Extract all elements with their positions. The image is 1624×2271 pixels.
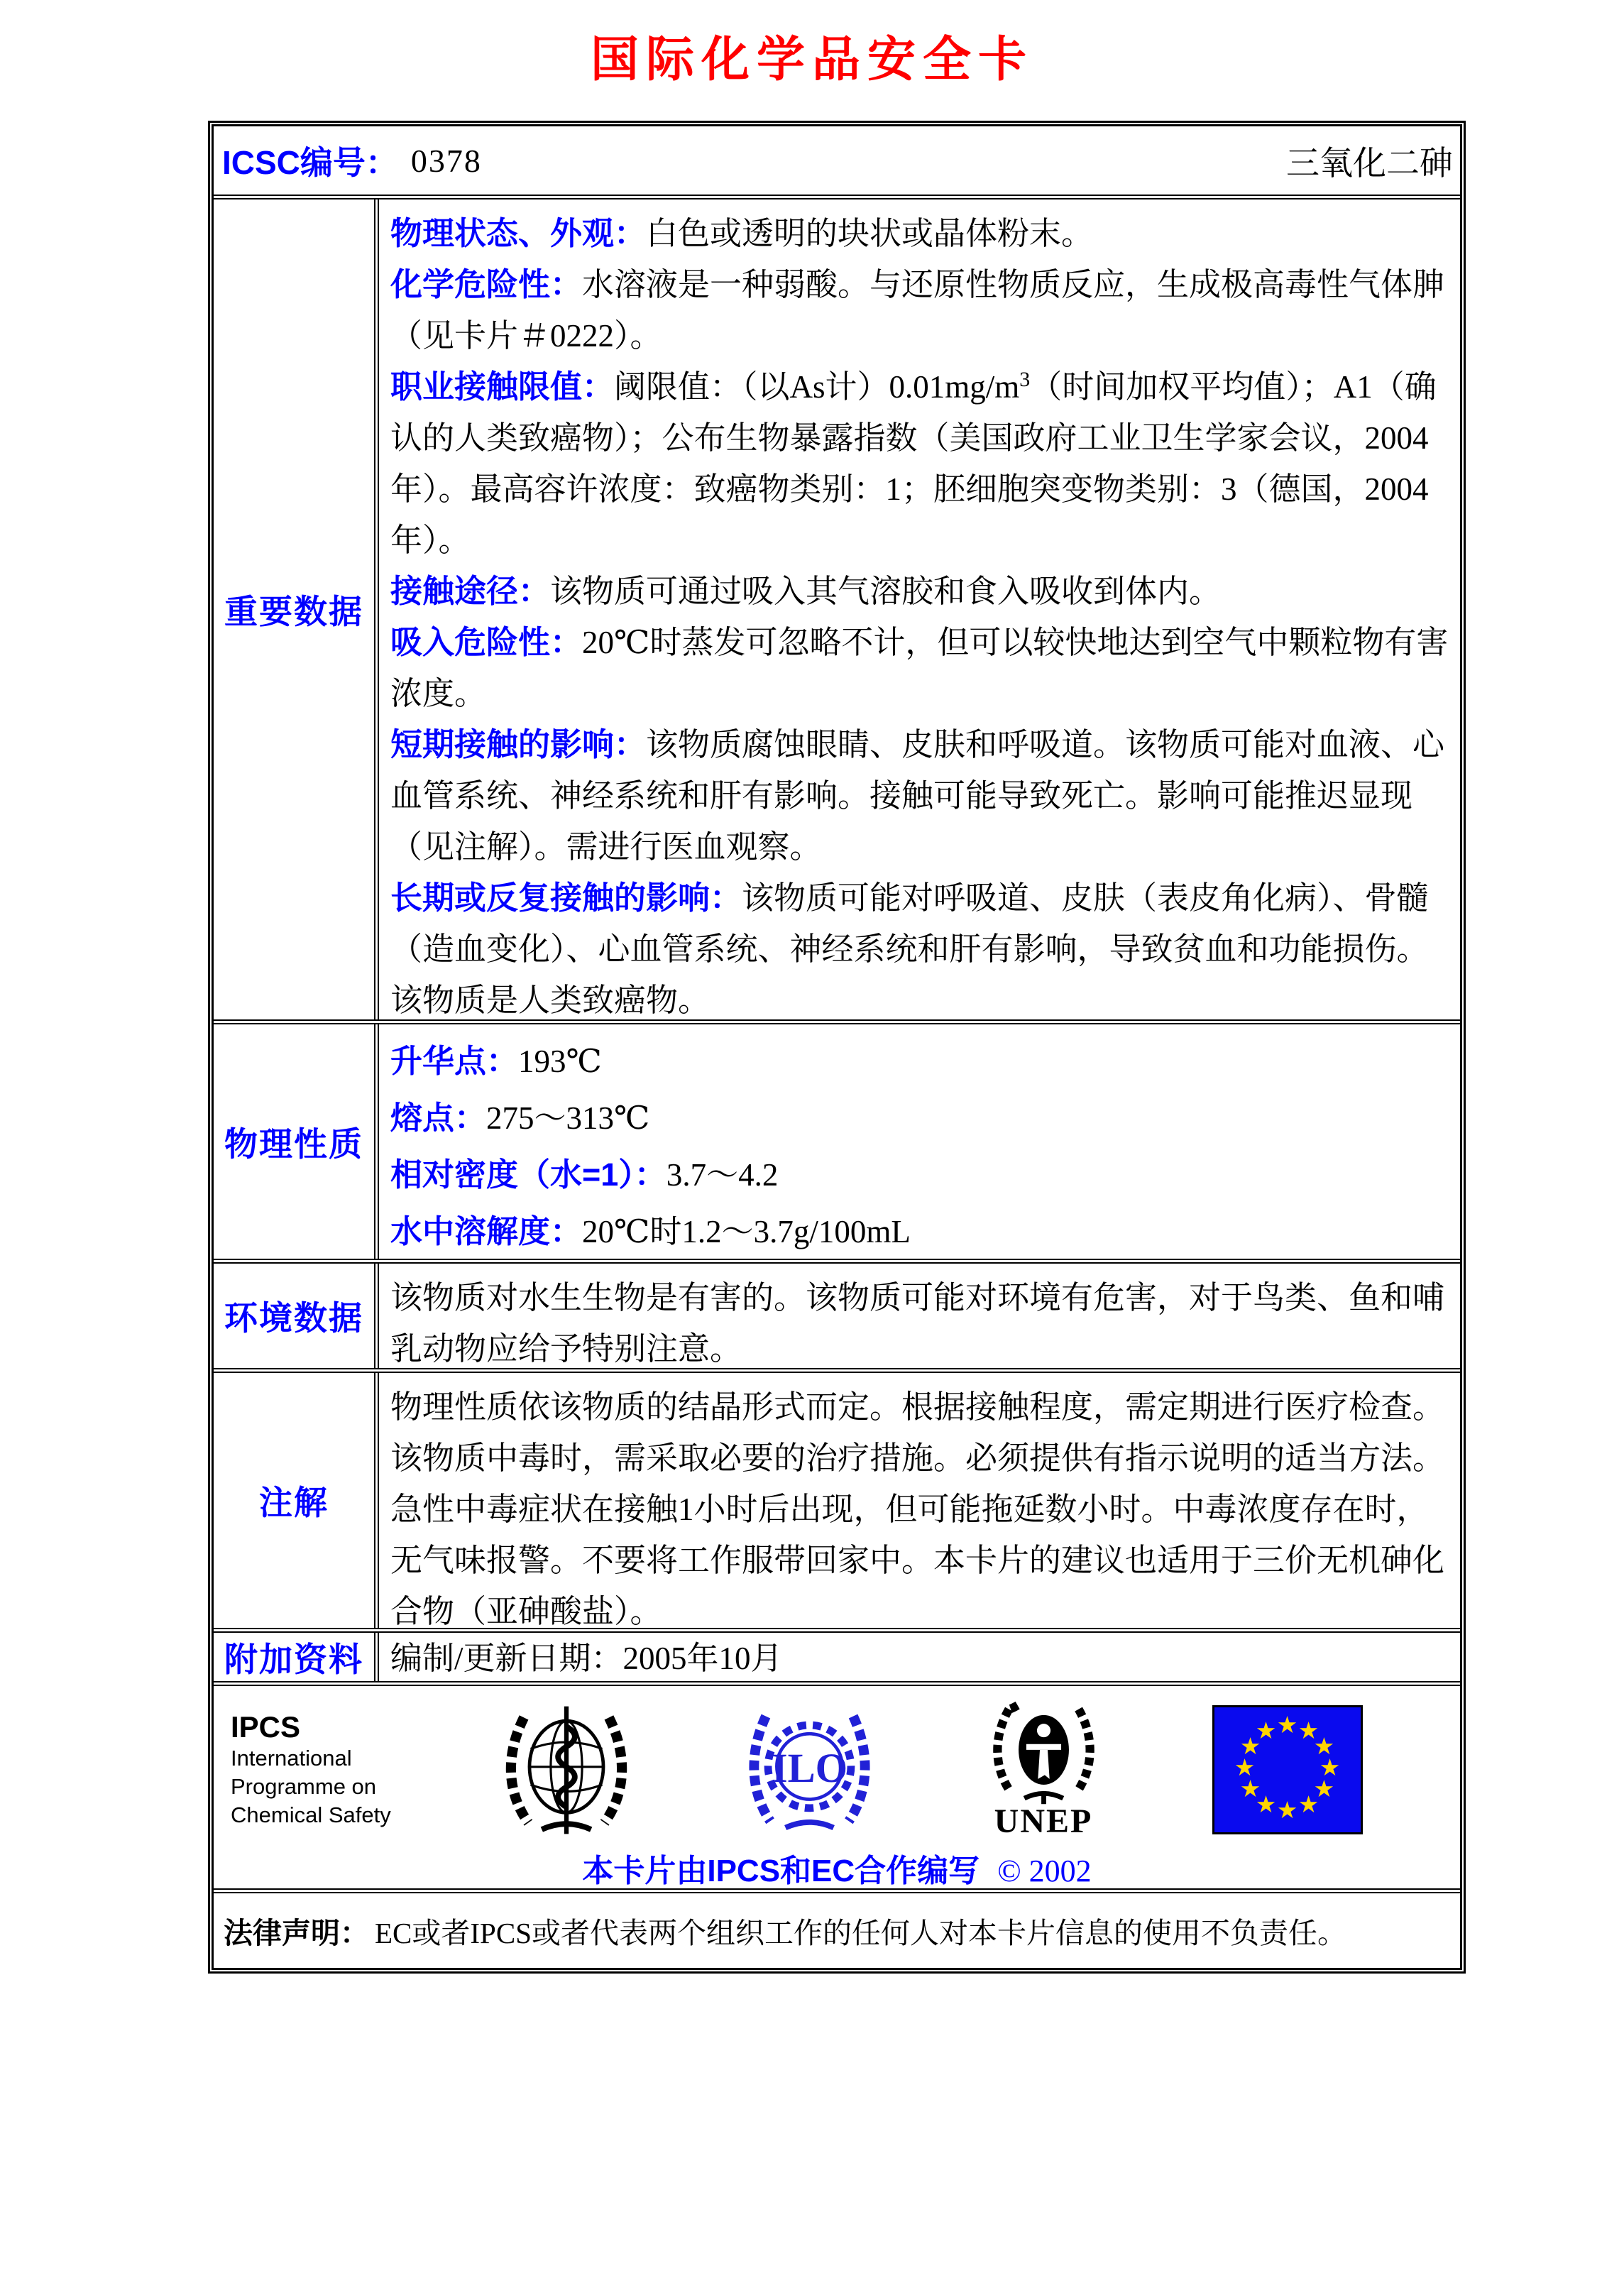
long-term-effects-item <box>390 872 1449 1019</box>
credit-text: 本卡片由IPCS和EC合作编写 <box>582 1854 980 1888</box>
melting-point-item <box>390 1090 1449 1147</box>
important-data-row <box>214 195 1460 1019</box>
water-solubility-item <box>390 1203 1449 1259</box>
environmental-data-label: 环境数据 <box>214 1264 379 1368</box>
ipcs-name: IPCS <box>231 1710 301 1744</box>
icsc-card-table <box>208 121 1466 1974</box>
physical-properties-label: 物理性质 <box>214 1024 379 1259</box>
short-term-effects-text: 该物质腐蚀眼睛、皮肤和呼吸道。该物质可能对血液、心血管系统、神经系统和肝有影响。接触可能导致死亡。影响可能推迟显现（见注解）。需进行医血观察。 <box>390 727 1445 865</box>
chemical-danger-term: 化学危险性： <box>390 266 583 302</box>
who-emblem <box>499 1697 634 1843</box>
legal-row <box>214 1888 1460 1968</box>
eu-star-icon: ★ <box>1276 1797 1298 1824</box>
icsc-number-label: ICSC编号： <box>222 144 398 181</box>
logos-strip <box>214 1686 1460 1841</box>
eu-flag-icon <box>1212 1705 1363 1834</box>
eu-star-icon: ★ <box>1255 1718 1277 1744</box>
eu-star-icon: ★ <box>1239 1734 1261 1760</box>
notes-content <box>379 1373 1460 1628</box>
inhalation-risk-item <box>390 617 1449 719</box>
exposure-route-item <box>390 566 1449 617</box>
copyright-text: © 2002 <box>997 1854 1092 1888</box>
physical-state-text: 白色或透明的块状或晶体粉末。 <box>646 216 1094 251</box>
unep-wordmark: UNEP <box>994 1802 1093 1840</box>
melting-point-term: 熔点： <box>390 1100 487 1136</box>
ilo-emblem <box>744 1699 875 1841</box>
ipcs-line-3: Chemical Safety <box>231 1802 391 1827</box>
additional-info-text: 编制/更新日期：2005年10月 <box>390 1641 783 1676</box>
chemical-name: 三氧化二砷 <box>1286 145 1453 182</box>
eu-star-icon: ★ <box>1234 1755 1256 1781</box>
unep-logo-icon <box>985 1700 1102 1841</box>
relative-density-item <box>390 1147 1449 1203</box>
eu-star-icon: ★ <box>1297 1792 1320 1818</box>
water-solubility-term: 水中溶解度： <box>390 1213 583 1249</box>
eu-star-icon: ★ <box>1319 1755 1341 1781</box>
credit-line <box>214 1845 1460 1888</box>
environmental-data-content <box>379 1264 1460 1368</box>
eu-star-icon: ★ <box>1255 1792 1277 1818</box>
ipcs-text-block <box>231 1710 444 1829</box>
important-data-label: 重要数据 <box>214 199 379 1019</box>
unep-emblem <box>985 1700 1102 1806</box>
additional-info-content <box>379 1633 1460 1681</box>
melting-point-value: 275～313℃ <box>486 1100 650 1136</box>
long-term-effects-term: 长期或反复接触的影响： <box>390 880 742 916</box>
eu-star-icon: ★ <box>1297 1718 1320 1744</box>
exposure-limit-item <box>390 361 1449 566</box>
logos-row <box>214 1681 1460 1888</box>
exposure-limit-term: 职业接触限值： <box>390 368 615 405</box>
exposure-limit-text2: （时间加权平均值）；A1（确认的人类致癌物）；公布生物暴露指数（美国政府工业卫生学家会议，2004年）。最高容许浓度：致癌物类别：1；胚细胞突变物类别：3（德国，2004年）。 <box>390 369 1437 558</box>
notes-label: 注解 <box>214 1373 379 1628</box>
additional-info-label: 附加资料 <box>214 1633 379 1681</box>
eu-star-icon: ★ <box>1313 1734 1335 1760</box>
important-data-content <box>379 199 1460 1019</box>
sublimation-point-term: 升华点： <box>390 1043 519 1079</box>
eu-star-icon: ★ <box>1313 1776 1335 1802</box>
notes-text: 物理性质依该物质的结晶形式而定。根据接触程度，需定期进行医疗检查。该物质中毒时，需采取必要的治疗措施。必须提供有指示说明的适当方法。急性中毒症状在接触1小时后出现，但可能拖延数小时。中毒浓度存在时，无气味报警。不要将工作服带回家中。本卡片的建议也适用于三价无机砷化合物（亚砷酸盐）。 <box>390 1389 1445 1628</box>
exposure-route-text: 该物质可通过吸入其气溶胶和食入吸收到体内。 <box>550 574 1222 609</box>
environmental-data-text: 该物质对水生生物是有害的。该物质可能对环境有危害，对于鸟类、鱼和哺乳动物应给予特别注意。 <box>390 1280 1445 1367</box>
ipcs-line-2: Programme on <box>231 1774 377 1799</box>
additional-info-row <box>214 1628 1460 1681</box>
short-term-effects-item <box>390 719 1449 872</box>
physical-properties-content <box>379 1024 1460 1259</box>
chemical-danger-item <box>390 259 1449 361</box>
organization-logos <box>444 1697 1417 1843</box>
ilo-letters: ILO <box>771 1744 847 1791</box>
page-title: 国际化学品安全卡 <box>590 31 1033 88</box>
physical-state-term: 物理状态、外观： <box>390 215 647 251</box>
environmental-data-row <box>214 1259 1460 1368</box>
eu-star-icon: ★ <box>1276 1712 1298 1739</box>
physical-properties-row <box>214 1019 1460 1259</box>
ipcs-line-1: International <box>231 1746 352 1771</box>
card-header-row <box>214 126 1460 195</box>
notes-row <box>214 1368 1460 1628</box>
legal-notice-label: 法律声明： <box>224 1917 369 1949</box>
sublimation-point-item <box>390 1033 1449 1090</box>
icsc-number-value: 0378 <box>410 142 482 179</box>
legal-notice-text: EC或者IPCS或者代表两个组织工作的任何人对本卡片信息的使用不负责任。 <box>375 1917 1346 1949</box>
inhalation-risk-text: 20℃时蒸发可忽略不计，但可以较快地达到空气中颗粒物有害浓度。 <box>390 625 1449 711</box>
water-solubility-value: 20℃时1.2～3.7g/100mL <box>582 1214 911 1249</box>
eu-star-icon: ★ <box>1239 1776 1261 1802</box>
relative-density-term: 相对密度（水=1）： <box>390 1156 666 1193</box>
relative-density-value: 3.7～4.2 <box>666 1157 779 1193</box>
sublimation-point-value: 193℃ <box>518 1044 602 1079</box>
who-logo-icon <box>499 1697 634 1843</box>
chemical-danger-text: 水溶液是一种弱酸。与还原性物质反应，生成极高毒性气体胂（见卡片＃0222）。 <box>390 267 1445 354</box>
short-term-effects-term: 短期接触的影响： <box>390 726 647 762</box>
ilo-logo-icon <box>744 1699 875 1841</box>
physical-state-item <box>390 208 1449 259</box>
exposure-route-term: 接触途径： <box>390 573 551 609</box>
inhalation-risk-term: 吸入危险性： <box>390 624 583 660</box>
exposure-limit-superscript: 3 <box>1019 368 1031 391</box>
exposure-limit-text: 阈限值：（以As计）0.01mg/m <box>614 369 1020 405</box>
long-term-effects-text: 该物质可能对呼吸道、皮肤（表皮角化病）、骨髓（造血变化）、心血管系统、神经系统和肝有影响，导致贫血和功能损伤。该物质是人类致癌物。 <box>390 880 1429 1018</box>
